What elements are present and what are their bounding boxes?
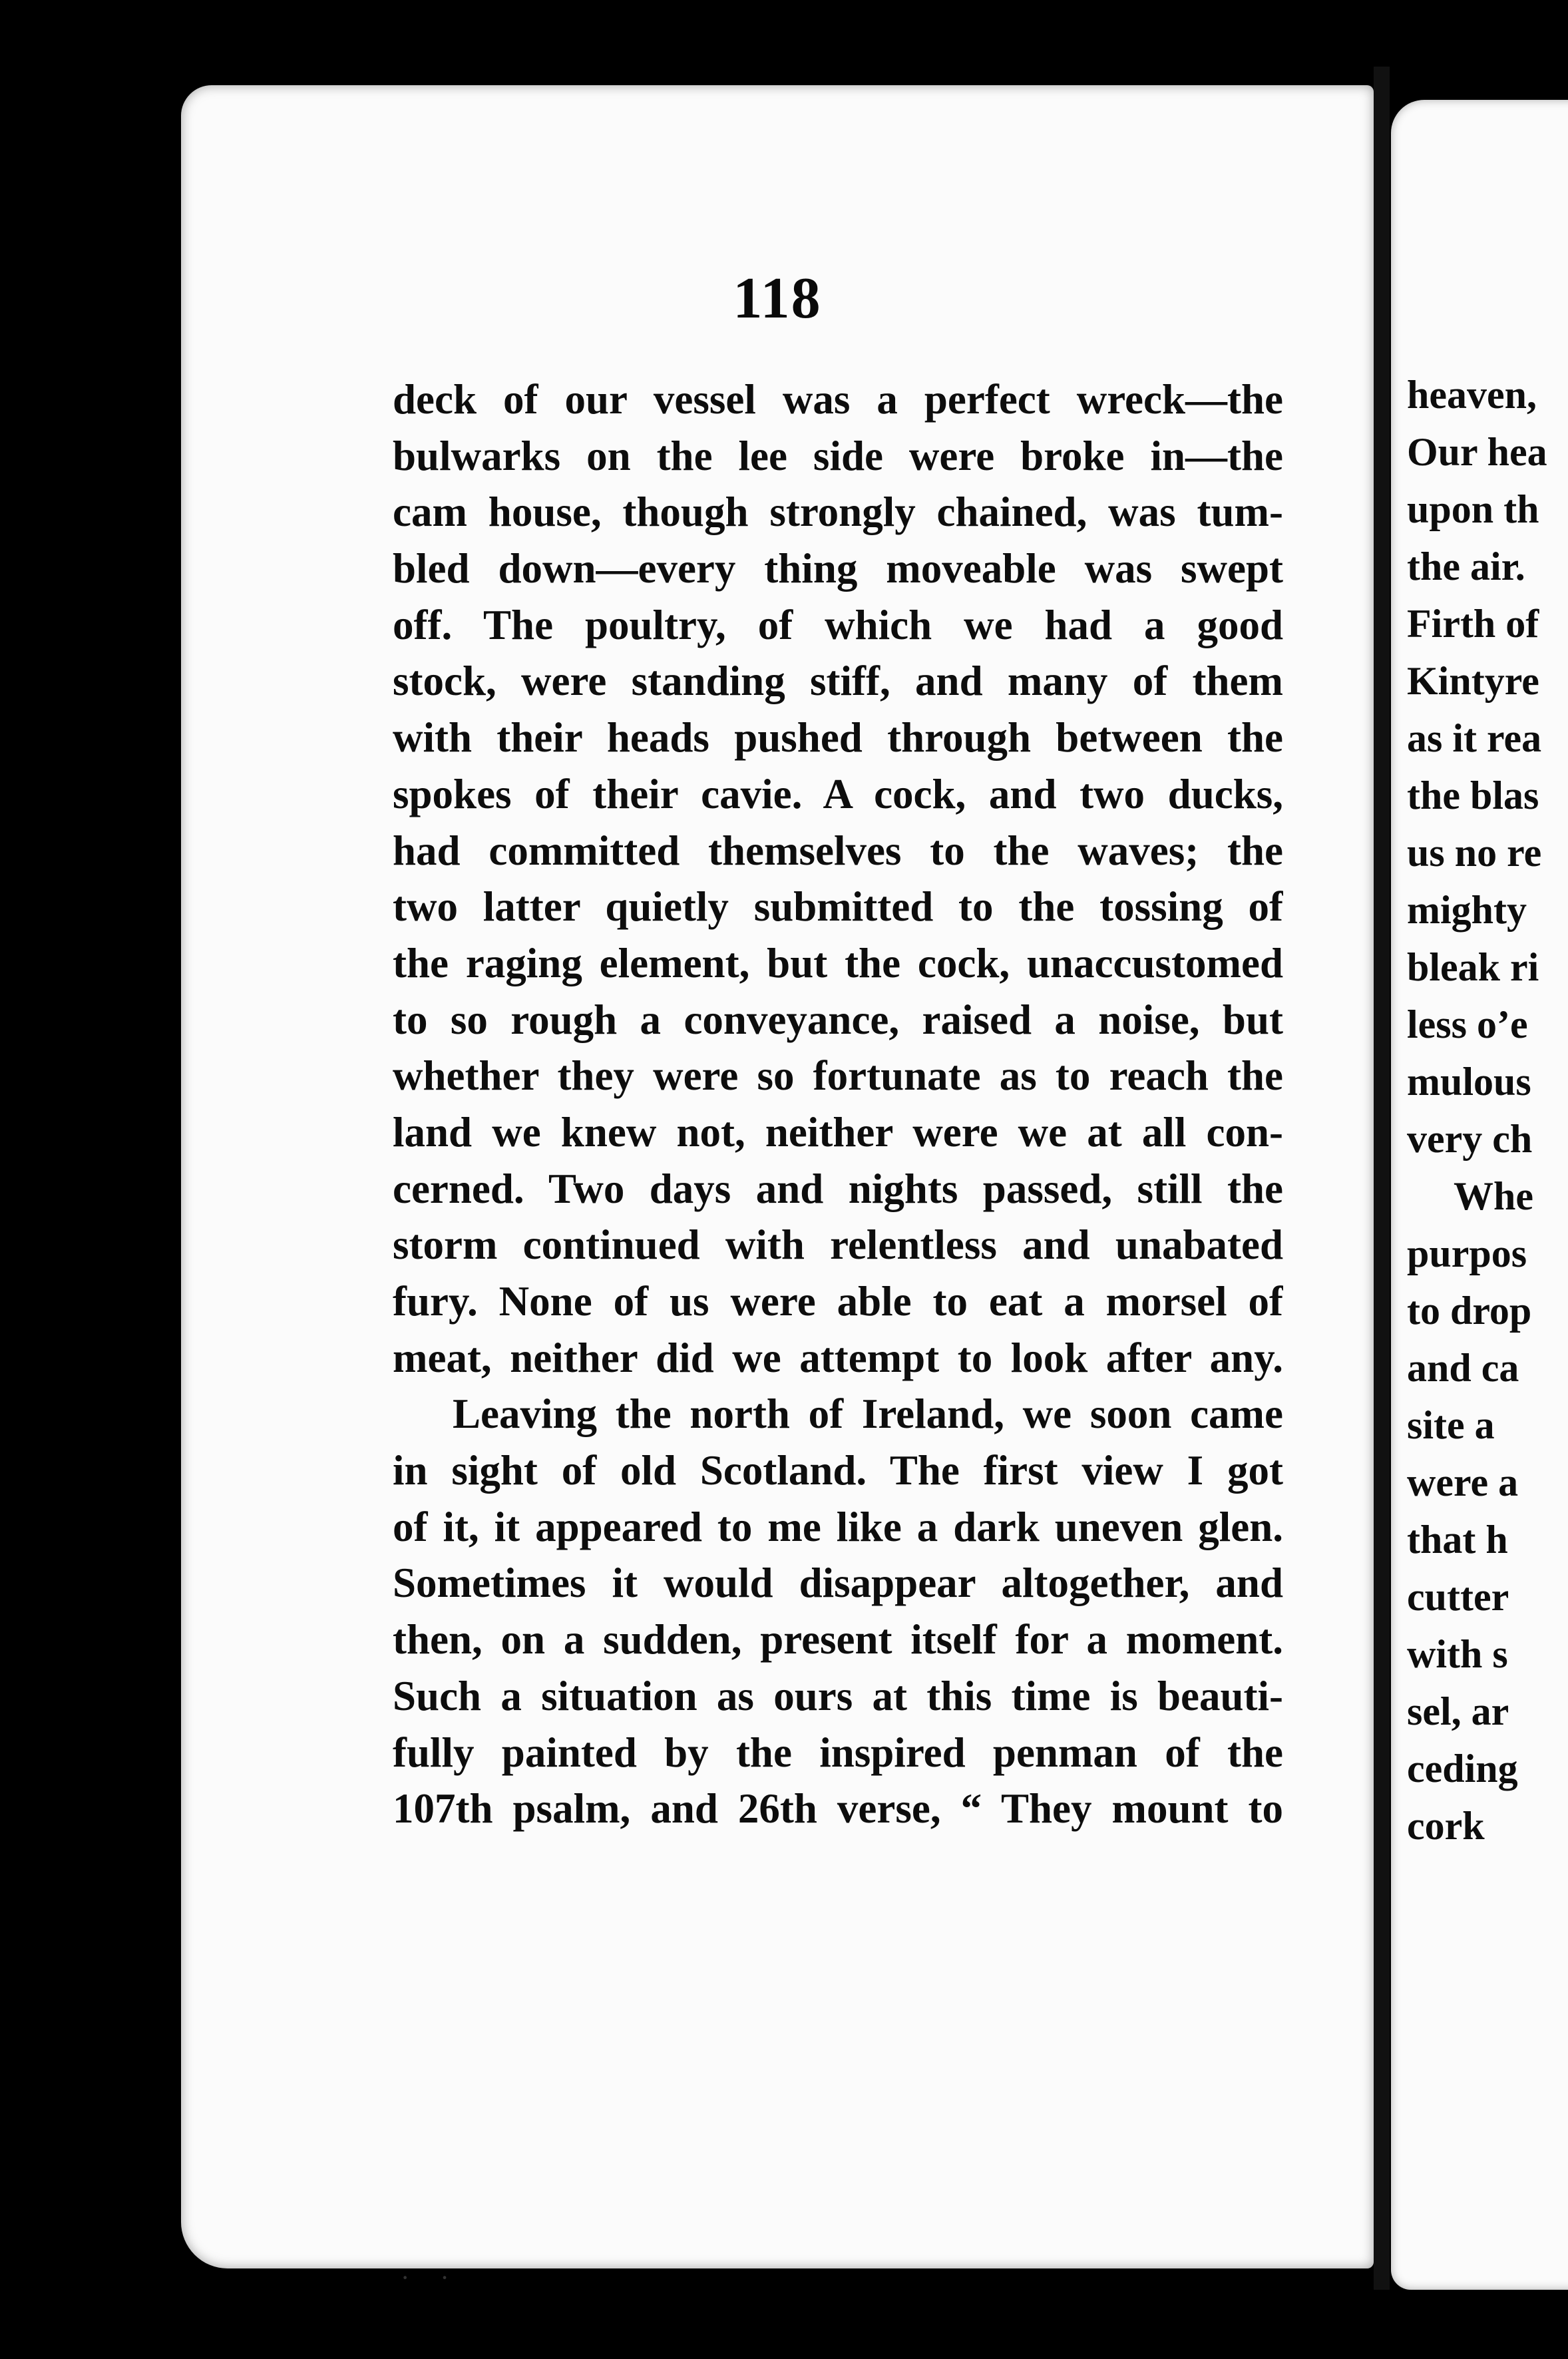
text-line: site a bbox=[1407, 1403, 1495, 1447]
text-line: deck of our vessel was a perfect wreck—the bbox=[393, 376, 1283, 423]
text-line: with their heads pushed through between the bbox=[393, 714, 1283, 761]
text-line: very ch bbox=[1407, 1117, 1533, 1161]
text-line: 107th psalm, and 26th verse, “ They mount to bbox=[393, 1785, 1283, 1832]
left-page-text bbox=[393, 371, 1283, 1837]
text-line: us no re bbox=[1407, 831, 1542, 875]
text-line: less o’e bbox=[1407, 1002, 1528, 1046]
text-line: stock, were standing stiff, and many of them bbox=[393, 658, 1283, 705]
text-line: meat, neither did we attempt to look after any. bbox=[393, 1334, 1283, 1381]
text-line: to drop bbox=[1407, 1289, 1532, 1333]
text-line: bleak ri bbox=[1407, 945, 1539, 989]
text-line: the raging element, but the cock, unaccustomed bbox=[393, 939, 1283, 986]
text-line: of it, it appeared to me like a dark uneven glen. bbox=[393, 1503, 1283, 1550]
text-line: mulous bbox=[1407, 1060, 1531, 1104]
page-edge-marks: · · bbox=[401, 2262, 461, 2292]
text-line: cutter bbox=[1407, 1575, 1509, 1619]
text-line: then, on a sudden, present itself for a moment. bbox=[393, 1616, 1283, 1663]
text-line: to so rough a conveyance, raised a noise, but bbox=[393, 996, 1283, 1043]
text-line: the blas bbox=[1407, 773, 1539, 817]
right-page-text bbox=[1407, 366, 1568, 1854]
text-line: and ca bbox=[1407, 1346, 1519, 1390]
text-line: sel, ar bbox=[1407, 1689, 1509, 1733]
text-line: cam house, though strongly chained, was tum- bbox=[393, 489, 1283, 536]
text-line: the air. bbox=[1407, 544, 1525, 588]
text-line: Sometimes it would disappear altogether, and bbox=[393, 1560, 1283, 1607]
text-line: Leaving the north of Ireland, we soon came bbox=[453, 1391, 1283, 1438]
text-line: purpos bbox=[1407, 1231, 1527, 1275]
left-page bbox=[181, 85, 1374, 2292]
text-line: Such a situation as ours at this time is beauti- bbox=[393, 1672, 1283, 1719]
text-line: mighty bbox=[1407, 888, 1527, 932]
text-line: bled down—every thing moveable was swept bbox=[393, 545, 1283, 592]
text-line: bulwarks on the lee side were broke in—the bbox=[393, 432, 1283, 479]
text-line: Firth of bbox=[1407, 602, 1539, 646]
text-line: Whe bbox=[1454, 1174, 1533, 1218]
text-line: cork bbox=[1407, 1804, 1485, 1848]
text-line: upon th bbox=[1407, 487, 1539, 531]
page-number: 118 bbox=[733, 266, 822, 331]
text-line: off. The poultry, of which we had a good bbox=[393, 601, 1283, 648]
text-line: Our hea bbox=[1407, 430, 1547, 474]
text-line: had committed themselves to the waves; the bbox=[393, 827, 1283, 874]
text-line: ceding bbox=[1407, 1747, 1518, 1791]
text-line: two latter quietly submitted to the tossing of bbox=[393, 883, 1283, 931]
text-line: that h bbox=[1407, 1518, 1508, 1562]
text-line: storm continued with relentless and unabated bbox=[393, 1221, 1283, 1269]
text-line: land we knew not, neither were we at all con- bbox=[393, 1108, 1283, 1156]
book-gutter bbox=[1374, 67, 1390, 2290]
text-line: fully painted by the inspired penman of the bbox=[393, 1729, 1283, 1776]
text-line: heaven, bbox=[1407, 373, 1537, 417]
text-line: Kintyre bbox=[1407, 659, 1539, 703]
text-line: fury. None of us were able to eat a morsel of bbox=[393, 1278, 1283, 1325]
text-line: cerned. Two days and nights passed, still the bbox=[393, 1165, 1283, 1212]
right-page bbox=[1391, 100, 1568, 2290]
text-line: as it rea bbox=[1407, 716, 1542, 760]
text-line: were a bbox=[1407, 1460, 1519, 1504]
text-line: spokes of their cavie. A cock, and two ducks, bbox=[393, 770, 1283, 817]
text-line: in sight of old Scotland. The first view I got bbox=[393, 1447, 1283, 1494]
text-line: whether they were so fortunate as to reach the bbox=[393, 1052, 1283, 1100]
text-line: with s bbox=[1407, 1632, 1508, 1676]
